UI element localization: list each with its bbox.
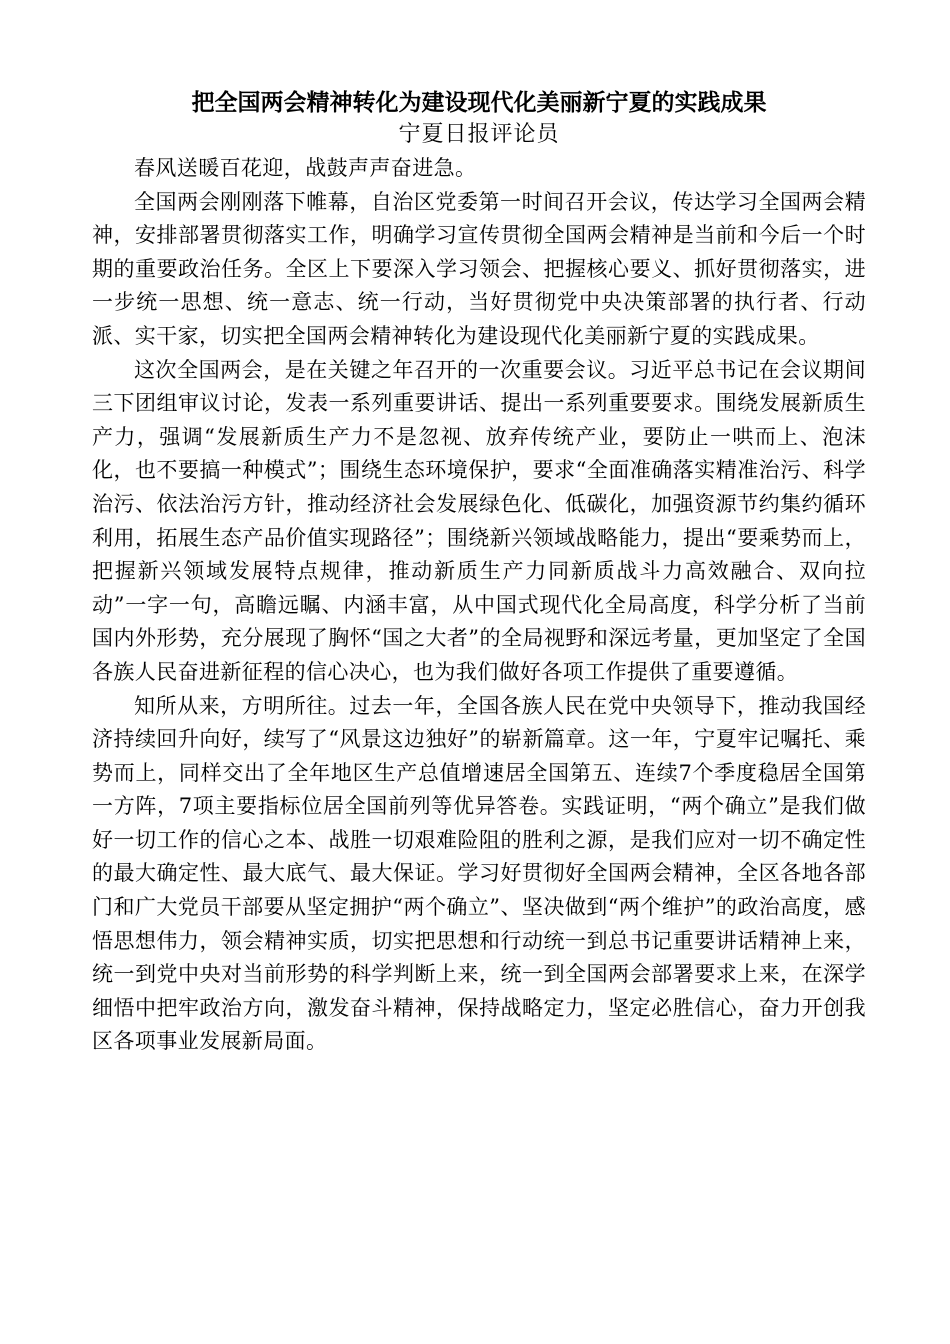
paragraph-3: 这次全国两会，是在关键之年召开的一次重要会议。习近平总书记在会议期间三下团组审议讨论，发表一系列重要讲话、提出一系列重要要求。围绕发展新质生产力，强调“发展新质生产力不是忽视、放弃传统产业，要防止一哄而上、泡沫化，也不要搞一种模式”；围绕生态环境保护，要求“全面准确落实精准治污、科学治污、依法治污方针，推动经济社会发展绿色化、低碳化，加强资源节约集约循环利用，拓展生态产品价值实现路径”；围绕新兴领域战略能力，提出“要乘势而上，把握新兴领域发展特点规律，推动新质生产力同新质战斗力高效融合、双向拉动”一字一句，高瞻远瞩、内涵丰富，从中国式现代化全局高度，科学分析了当前国内外形势，充分展现了胸怀“国之大者”的全局视野和深远考量，更加坚定了全国各族人民奋进新征程的信心决心，也为我们做好各项工作提供了重要遵循。 [92,357,866,684]
paragraph-4: 知所从来，方明所往。过去一年，全国各族人民在党中央领导下，推动我国经济持续回升向好，续写了“风景这边独好”的崭新篇章。这一年，宁夏牢记嘱托、乘势而上，同样交出了全年地区生产总值增速居全国第五、连续7个季度稳居全国第一方阵，7项主要指标位居全国前列等优异答卷。实践证明，“两个确立”是我们做好一切工作的信心之本、战胜一切艰难险阻的胜利之源，是我们应对一切不确定性的最大确定性、最大底气、最大保证。学习好贯彻好全国两会精神，全区各地各部门和广大党员干部要从坚定拥护“两个确立”、坚决做到“两个维护”的政治高度，感悟思想伟力，领会精神实质，切实把思想和行动统一到总书记重要讲话精神上来，统一到党中央对当前形势的科学判断上来，统一到全国两会部署要求上来，在深学细悟中把牢政治方向，激发奋斗精神，保持战略定力，坚定必胜信心，奋力开创我区各项事业发展新局面。 [92,693,866,1054]
paragraph-1: 春风送暖百花迎，战鼓声声奋进急。 [134,156,477,180]
article-title: 把全国两会精神转化为建设现代化美丽新宁夏的实践成果 [191,89,767,116]
article-byline: 宁夏日报评论员 [398,122,560,147]
document-page [92,86,866,1059]
paragraph-2: 全国两会刚刚落下帷幕，自治区党委第一时间召开会议，传达学习全国两会精神，安排部署贯彻落实工作，明确学习宣传贯彻全国两会精神是当前和今后一个时期的重要政治任务。全区上下要深入学习领会、把握核心要义、抓好贯彻落实，进一步统一思想、统一意志、统一行动，当好贯彻党中央决策部署的执行者、行动派、实干家，切实把全国两会精神转化为建设现代化美丽新宁夏的实践成果。 [92,189,866,348]
